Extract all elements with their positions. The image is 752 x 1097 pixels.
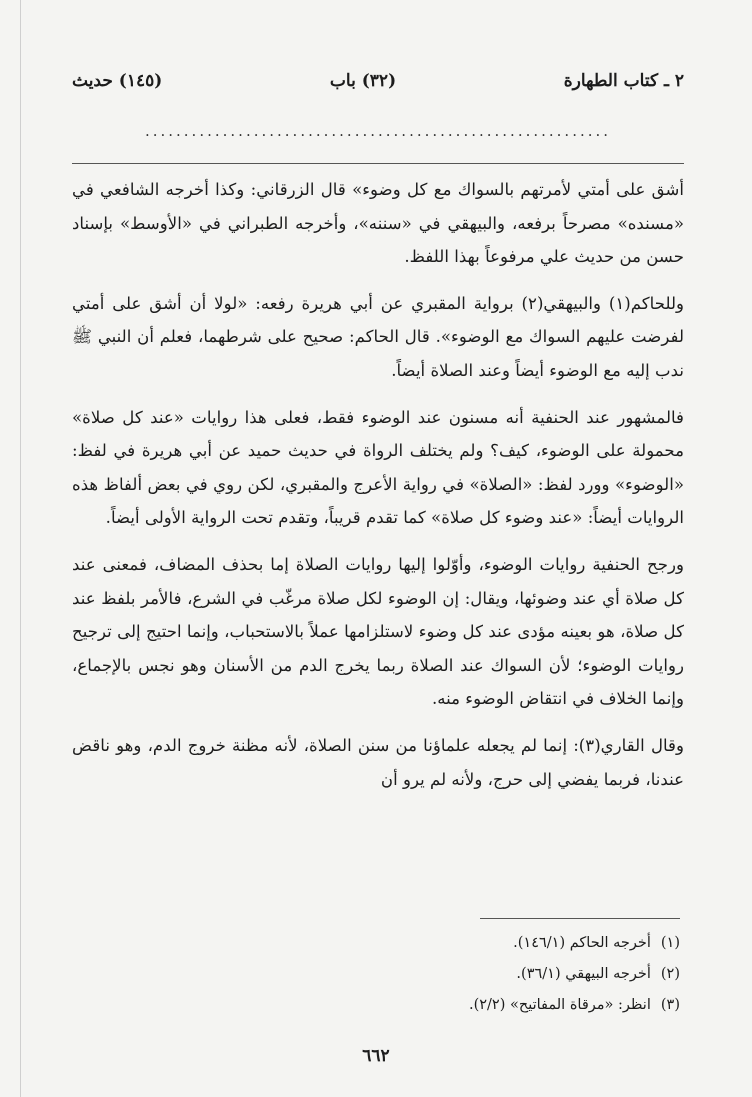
dotted-separator: ............................................................ [144,122,612,140]
paragraph: أشق على أمتي لأمرتهم بالسواك مع كل وضوء» قال الزرقاني: وكذا أخرجه الشافعي في «مسنده» مصرحاً برفعه، والبيهقي في «سننه»، وأخرجه الطبراني في «الأوسط» بإسناد حسن من حديث علي مرفوعاً بهذا اللفظ. [72,180,684,267]
footnotes [68,928,680,1021]
footnote-number: (٣) [660,997,680,1013]
footnote-item [68,928,680,959]
header-hadith: (١٤٥) حديث [72,71,163,91]
page-edge-line [20,0,21,1097]
header-chapter: ٢ ـ كتاب الطهارة [563,71,684,91]
footnote-item [68,959,680,990]
main-text [72,173,684,809]
footnote-item [68,990,680,1021]
footnote-number: (٢) [660,966,680,982]
footnote-rule [480,918,680,919]
paragraph: وللحاكم(١) والبيهقي(٢) برواية المقبري عن أبي هريرة رفعه: «لولا أن أشق على أمتي لفرضت عليهم السواك مع الوضوء». قال الحاكم: صحيح على شرطهما، فعلم أن النبي ﷺ ندب إليه مع الوضوء أيضاً وعند الصلاة أيضاً. [72,293,685,380]
page-number: ٦٦٢ [362,1046,390,1066]
footnote-text: انظر: «مرقاة المفاتيح» (٢/٢). [468,997,651,1013]
footnote-text: أخرجه الحاكم (١٤٦/١). [513,935,651,951]
paragraph: فالمشهور عند الحنفية أنه مسنون عند الوضوء فقط، فعلى هذا روايات «عند كل صلاة» محمولة على الوضوء، كيف؟ ولم يختلف الرواة في حديث حميد عن أبي هريرة في لفظ: «الوضوء» وورد لفظ: «الصلاة» في رواية الأعرج والمقبري، لكن روي في بعض ألفاظ هذه الروايات أيضاً: «عند وضوء كل صلاة» كما تقدم قريباً، وتقدم تحت الرواية الأولى أيضاً. [72,407,684,528]
footnote-number: (١) [660,935,680,951]
header-rule [72,163,684,164]
header-section: (٣٢) باب [329,71,397,91]
paragraph: ورجح الحنفية روايات الوضوء، وأوّلوا إليها روايات الصلاة إما بحذف المضاف، فمعنى عند كل صلاة أي عند وضوئها، ويقال: إن الوضوء لكل صلاة مرغّب في الشرع، فالأمر بلفظ عند كل صلاة، هو بعينه مؤدى عند كل وضوء لاستلزامها عملاً بالاستحباب، وإنما احتيج إلى ترجيح روايات الوضوء؛ لأن السواك عند الصلاة ربما يخرج الدم من الأسنان وهو نجس بالإجماع، وإنما الخلاف في انتقاض الوضوء منه. [72,554,684,709]
paragraph: وقال القاري(٣): إنما لم يجعله علماؤنا من سنن الصلاة، لأنه مظنة خروج الدم، وهو ناقض عندنا، فربما يفضي إلى حرج، ولأنه لم يرو أن [72,735,684,789]
footnote-text: أخرجه البيهقي (٣٦/١). [516,966,651,982]
running-header [72,66,684,96]
